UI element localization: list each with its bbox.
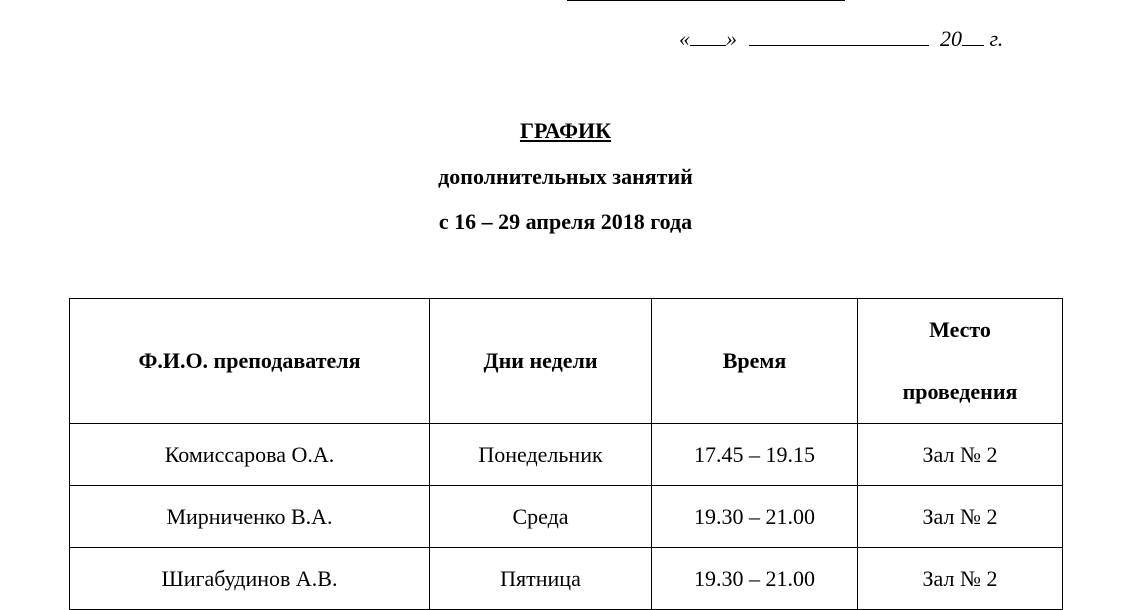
cell-time: 17.45 – 19.15 [652, 424, 858, 486]
cell-time: 19.30 – 21.00 [652, 548, 858, 610]
header-place [858, 299, 1063, 424]
table-row [70, 424, 1063, 486]
page-period: с 16 – 29 апреля 2018 года [438, 209, 693, 234]
cell-day: Пятница [430, 548, 652, 610]
header-time: Время [652, 299, 858, 424]
cell-time: 19.30 – 21.00 [652, 486, 858, 548]
cell-place: Зал № 2 [858, 486, 1063, 548]
table-row [70, 548, 1063, 610]
cell-name: Шигабудинов А.В. [70, 548, 430, 610]
approval-date [679, 26, 1003, 52]
year-suffix: г. [989, 26, 1004, 51]
cell-place: Зал № 2 [858, 548, 1063, 610]
table-row [70, 486, 1063, 548]
schedule-table [69, 298, 1063, 610]
header-place-line2: проведения [902, 379, 1018, 404]
table-header-row [70, 299, 1063, 424]
close-quote: » [726, 26, 737, 51]
page-title: ГРАФИК [519, 118, 612, 143]
year-prefix: 20 [940, 26, 962, 51]
year-blank [962, 45, 984, 46]
header-place-line1: Место [929, 317, 991, 342]
header-name: Ф.И.О. преподавателя [70, 299, 430, 424]
open-quote: « [679, 26, 690, 51]
page-subtitle: дополнительных занятий [438, 164, 693, 189]
cell-name: Комиссарова О.А. [70, 424, 430, 486]
signature-line [567, 0, 845, 1]
cell-day: Среда [430, 486, 652, 548]
cell-name: Мирниченко В.А. [70, 486, 430, 548]
month-blank [749, 45, 929, 46]
cell-place: Зал № 2 [858, 424, 1063, 486]
day-blank [690, 45, 726, 46]
cell-day: Понедельник [430, 424, 652, 486]
header-days: Дни недели [430, 299, 652, 424]
